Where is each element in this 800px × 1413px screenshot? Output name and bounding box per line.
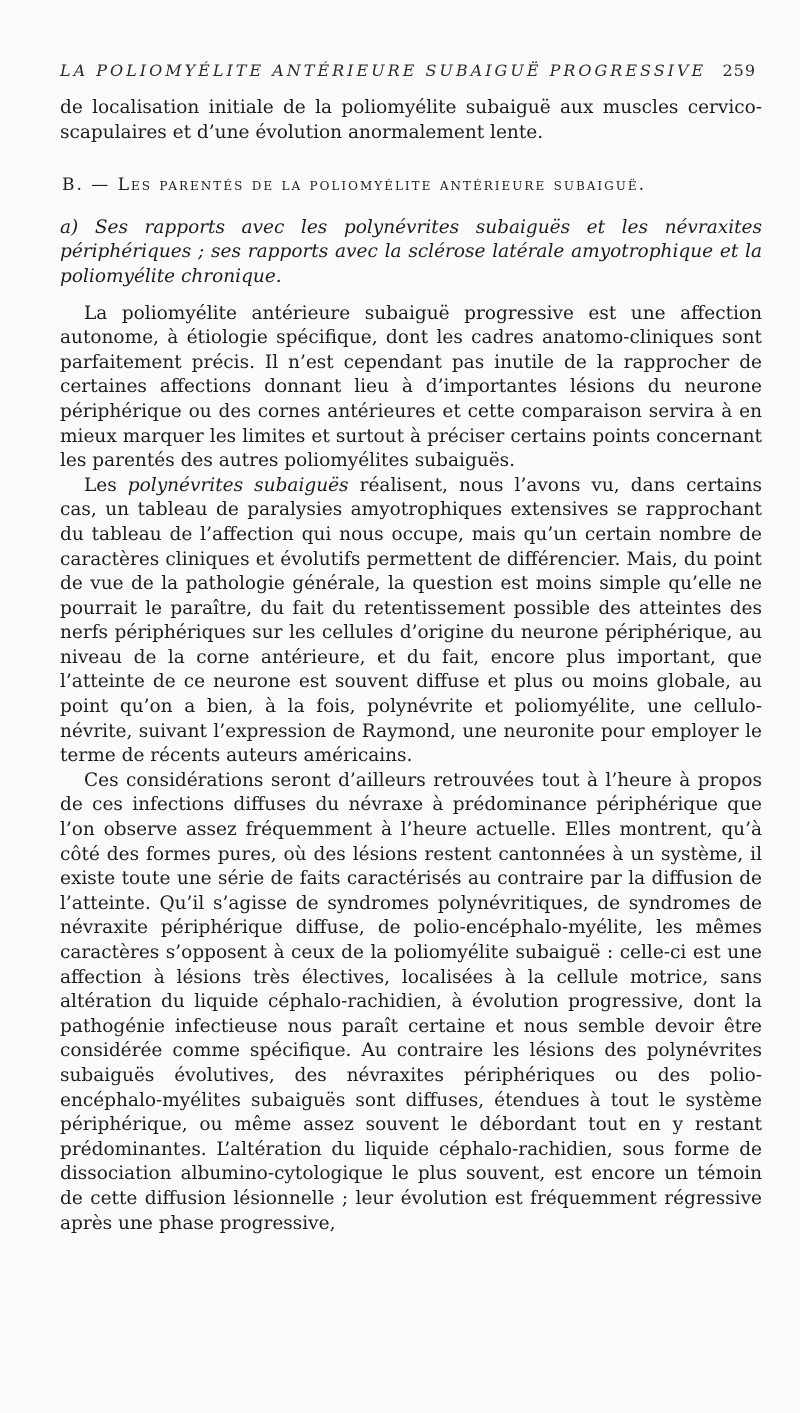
paragraph-2 <box>60 474 762 769</box>
body-text <box>60 96 762 1236</box>
paragraph-2-emphasis: polynévrites subaiguës <box>127 474 349 496</box>
section-heading-label: B. — Les parentés de la poliomyélite antérieure subaiguë. <box>62 175 647 196</box>
subsection-heading <box>60 216 762 290</box>
page-number: 259 <box>722 61 756 80</box>
subsection-marker: a) <box>60 216 79 238</box>
section-heading <box>60 173 762 198</box>
intro-paragraph: de localisation initiale de la poliomyélite subaiguë aux muscles cervico-scapulaires et d’une évolution anormalement lente. <box>60 97 762 143</box>
running-head <box>60 61 756 80</box>
subsection-title: Ses rapports avec les polynévrites subaiguës et les névraxites périphériques ; ses rapports avec la sclérose latérale amyotrophique et la poliomyélite chronique. <box>60 216 762 287</box>
paragraph-3: Ces considérations seront d’ailleurs retrouvées tout à l’heure à propos de ces infections diffuses du névraxe à prédominance périphérique que l’on observe assez fréquemment à l’heure actuelle. Elles montrent, qu’à côté des formes pures, où des lésions restent cantonnées à un système, il existe toute une série de faits caractérisés au contraire par la diffusion de l’atteinte. Qu’il s’agisse de syndromes polynévritiques, de syndromes de névraxite périphérique diffuse, de polio-encéphalo-myélite, les mêmes caractères s’opposent à ceux de la poliomyélite subaiguë : celle-ci est une affection à lésions très électives, localisées à la cellule motrice, sans altération du liquide céphalo-rachidien, à évolution progressive, dont la pathogénie infectieuse nous paraît certaine et nous semble devoir être considérée comme spécifique. Au contraire les lésions des polynévrites subaiguës évolutives, des névraxites périphériques ou des polio-encéphalo-myélites subaiguës sont diffuses, étendues à tout le système périphérique, ou même assez souvent le débordant tout en y restant prédominantes. L’altération du liquide céphalo-rachidien, sous forme de dissociation albumino-cytologique le plus souvent, est encore un témoin de cette diffusion lésionnelle ; leur évolution est fréquemment régressive après une phase progressive, <box>60 769 762 1234</box>
paragraph-2-rest: réalisent, nous l’avons vu, dans certains cas, un tableau de paralysies amyotrophiques extensives se rapprochant du tableau de l’affection qui nous occupe, mais qu’un certain nombre de caractères cliniques et évolutifs permettent de différencier. Mais, du point de vue de la pathologie générale, la question est moins simple qu’elle ne pourrait le paraître, du fait du retentissement possible des atteintes des nerfs périphériques sur les cellules d’origine du neurone périphérique, au niveau de la corne antérieure, et du fait, encore plus important, que l’atteinte de ce neurone est souvent diffuse et plus ou moins globale, au point qu’on a bien, à la fois, polynévrite et poliomyélite, une cellulo-névrite, suivant l’expression de Raymond, une neuronite pour employer le terme de récents auteurs américains. <box>60 474 763 767</box>
running-head-title: LA POLIOMYÉLITE ANTÉRIEURE SUBAIGUË PROGRESSIVE <box>60 61 707 80</box>
paragraph-1: La poliomyélite antérieure subaiguë progressive est une affection autonome, à étiologie spécifique, dont les cadres anatomo-cliniques sont parfaitement précis. Il n’est cependant pas inutile de la rapprocher de certaines affections donnant lieu à d’importantes lésions du neurone périphérique ou des cornes antérieures et cette comparaison servira à en mieux marquer les limites et surtout à préciser certains points concernant les parentés des autres poliomyélites subaiguës. <box>60 302 762 472</box>
paragraph-2-lead: Les <box>84 474 128 496</box>
